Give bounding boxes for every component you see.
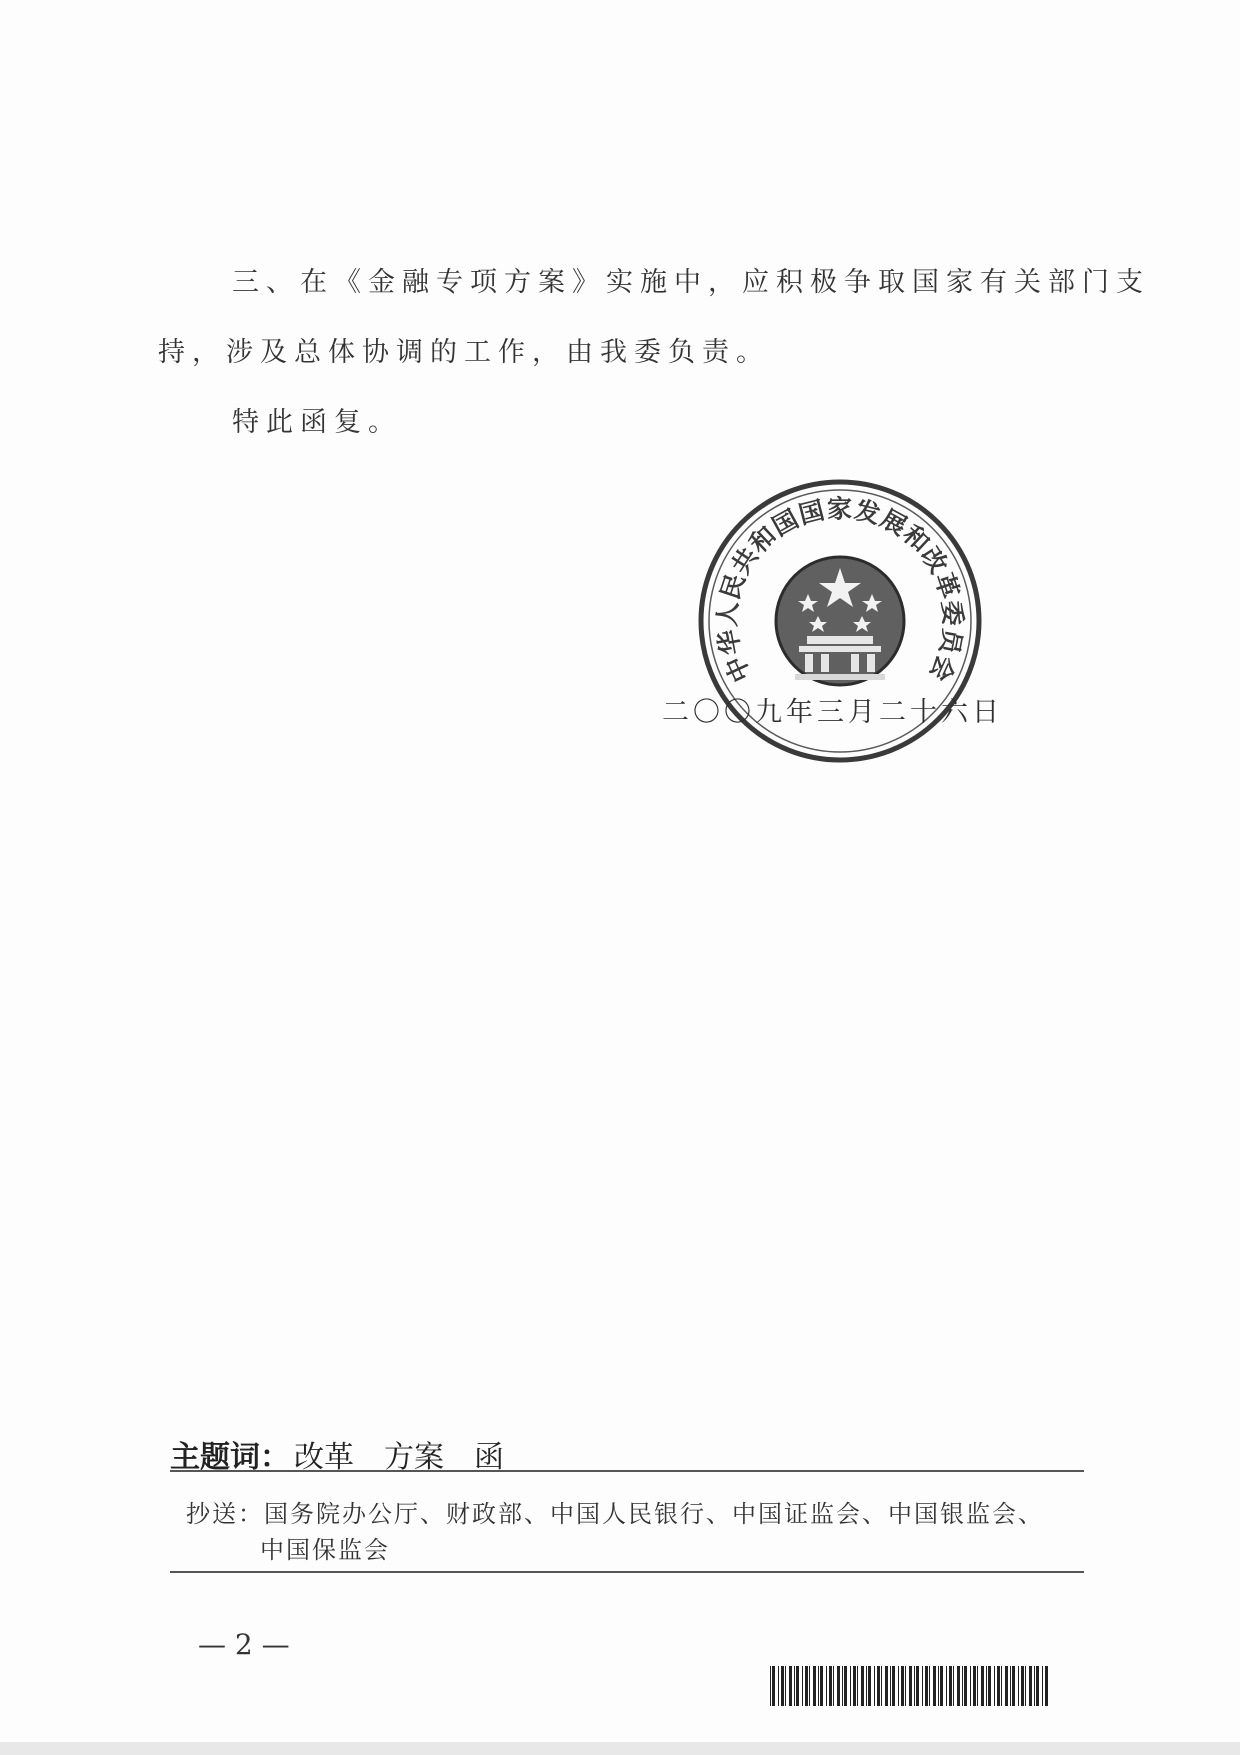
cc-block [186,1496,1044,1568]
body-paragraph-2: 持，涉及总体协调的工作，由我委负责。 [158,337,770,368]
divider-line [170,1571,1084,1573]
keyword-item: 改革 [294,1440,354,1475]
keywords-label: 主题词： [170,1440,290,1475]
seal-text: 中华人民共和国国家发展和改革委员会 [712,494,968,687]
body-paragraph-1: 三、在《金融专项方案》实施中，应积极争取国家有关部门支 [232,267,1150,298]
national-emblem-icon [776,557,904,685]
cc-recipients-line-2: 中国保监会 [260,1536,390,1564]
cc-label: 抄送： [186,1500,264,1528]
scan-edge [0,1742,1240,1755]
signature-date: 二〇〇九年三月二十六日 [662,697,1003,728]
keyword-item: 方案 [384,1440,444,1475]
keyword-item: 函 [474,1440,504,1475]
cc-recipients-line-1: 国务院办公厅、财政部、中国人民银行、中国证监会、中国银监会、 [264,1500,1044,1528]
page-number: — 2 — [198,1628,290,1661]
barcode-icon [770,1666,1050,1706]
divider-line [170,1470,1084,1472]
body-paragraph-3: 特此函复。 [232,407,402,438]
